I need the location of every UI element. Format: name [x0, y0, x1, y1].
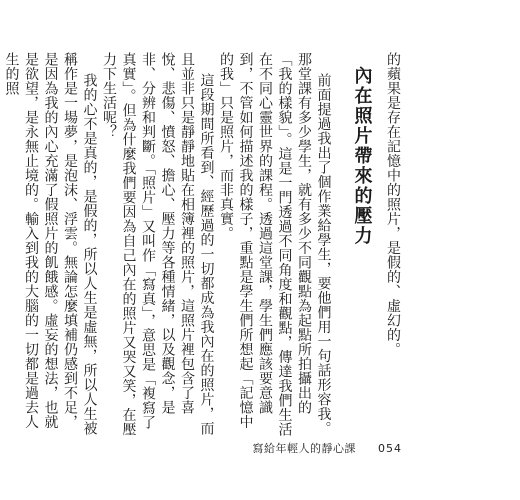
continued-paragraph: 的蘋果是存在記憶中的照片，是假的、虛幻的。 [385, 52, 401, 357]
body-paragraph-2: 這段期間所看到、經歷過的一切都成為我內在的照片，而且並非只是靜靜地貼在相簿裡的照片，這照片裡包含了喜悅、悲傷、憤怒、擔心、壓力等各種情緒，以及觀念，是非、分辨和判斷。「照片」又叫作「寫真」，意思是「複寫了真實」。但為什麼我們要因為自己內在的照片又哭又笑，在壓力下生活呢？ [101, 52, 215, 437]
page-footer [253, 440, 403, 456]
page-number: 054 [378, 442, 402, 455]
running-head: 寫給年輕人的靜心課 [252, 442, 356, 455]
section-title: 內在照片帶來的壓力 [351, 66, 373, 246]
body-paragraph-1: 前面提過我出了個作業給學生，要他們用一句話形容我。那堂課有多少學生，就有多少不同觀點為起點所拍攝出的「我的樣貌」。這是一門透過不同角度和觀點，傳達我們生活在不同心靈世界的課程。透過這堂課，學生們應該要意識到，不管如何描述我的樣子，重點是學生們所想起「記憶中的我」只是照片，而非真實。 [218, 52, 332, 437]
vertical-text-block [1, 52, 402, 442]
body-paragraph-3: 我的心不是真的，是假的，所以人生是虛無，所以人生被稱作是一場夢，是泡沫、浮雲。無論怎麼填補仍感到不足，是因為我的內心充滿了假照片的飢餓感。虛妄的想法，也就是欲望，是永無止境的。輸入到我的大腦的一切都是過去人生的照 [3, 52, 98, 436]
section-heading-wrapper [347, 52, 377, 442]
